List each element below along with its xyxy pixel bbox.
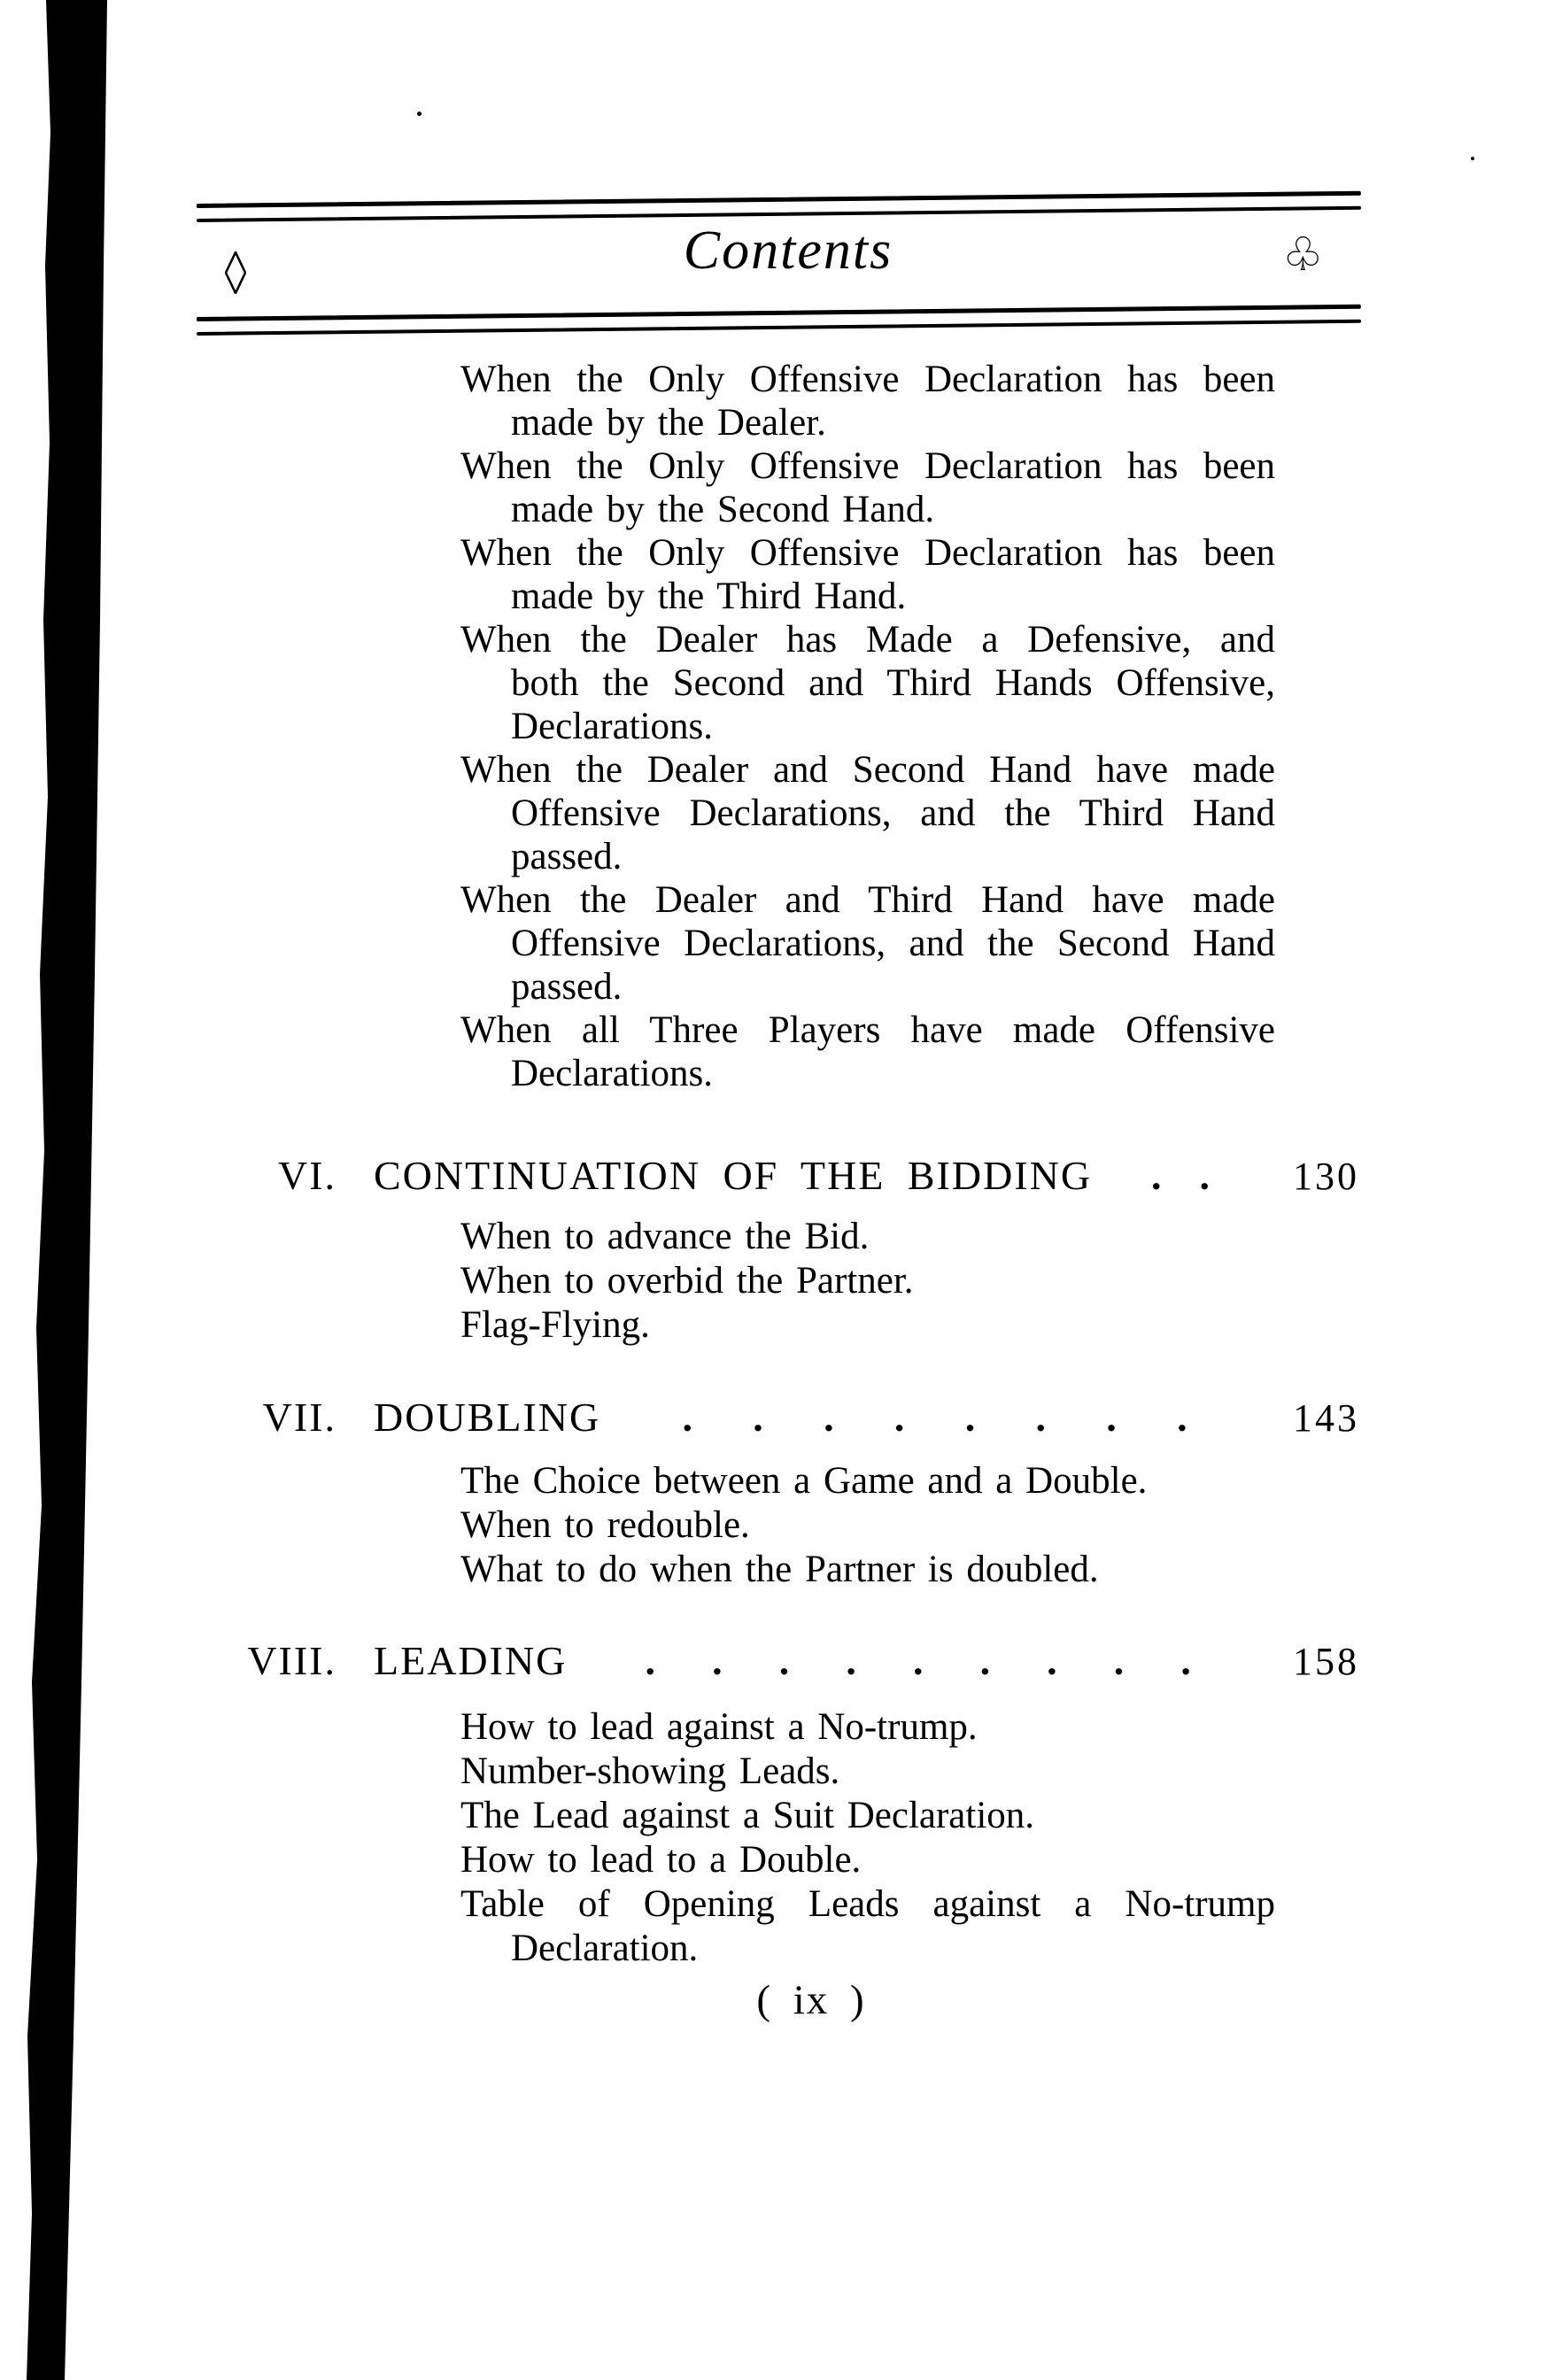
toc-line: passed.	[511, 966, 623, 1008]
toc-line: Offensive Declarations, and the Third Hand	[511, 792, 1275, 834]
toc-line: When the Dealer has Made a Defensive, and	[460, 619, 1275, 661]
leader-dot: .	[778, 1638, 792, 1683]
toc-line: When the Only Offensive Declaration has been	[460, 445, 1275, 487]
dot-leader	[1092, 1151, 1271, 1201]
leader-dot: .	[1180, 1638, 1193, 1683]
toc-line: When the Only Offensive Declaration has been	[460, 532, 1275, 574]
toc-line: Number-showing Leads.	[460, 1750, 840, 1792]
toc-line: How to lead against a No-trump.	[460, 1706, 978, 1748]
chapter-heading-row	[204, 1151, 1359, 1202]
chapter-subentries	[460, 1215, 1275, 1348]
leader-dot: .	[1199, 1153, 1212, 1198]
toc-line: passed.	[511, 836, 623, 877]
diamond-suit-icon	[225, 251, 246, 298]
leader-dot: .	[1047, 1638, 1059, 1683]
chapter-numeral: VII.	[262, 1395, 336, 1440]
chapter-title: CONTINUATION OF THE BIDDING	[374, 1153, 1093, 1198]
chapter-subentries	[460, 1705, 1275, 1971]
toc-line: When the Only Offensive Declaration has been	[460, 359, 1275, 400]
leader-dot: .	[753, 1395, 765, 1440]
leader-dot: .	[893, 1395, 907, 1440]
toc-line: The Choice between a Game and a Double.	[460, 1460, 1148, 1502]
chapter-heading-row	[204, 1636, 1359, 1687]
rule-line	[197, 320, 1361, 336]
chapter-numeral: VI.	[277, 1153, 336, 1198]
chapter-page-number: 158	[1293, 1640, 1359, 1683]
toc-line: The Lead against a Suit Declaration.	[460, 1795, 1035, 1836]
toc-line: Declarations.	[511, 706, 714, 747]
toc-line: made by the Dealer.	[511, 402, 826, 444]
leader-dot: .	[1177, 1395, 1189, 1440]
leader-dot: .	[979, 1638, 993, 1683]
chapter-title: DOUBLING	[374, 1395, 601, 1440]
toc-line: made by the Third Hand.	[511, 576, 907, 617]
toc-line: When the Dealer and Second Hand have made	[460, 749, 1275, 791]
page-folio: ( ix )	[756, 1977, 866, 2023]
toc-line: When to overbid the Partner.	[460, 1260, 914, 1302]
toc-line: Declaration.	[511, 1928, 699, 1969]
chapter-title: LEADING	[374, 1638, 568, 1683]
leader-dot: .	[682, 1395, 694, 1440]
leader-dot: .	[1113, 1638, 1126, 1683]
leader-dot: .	[912, 1638, 925, 1683]
dot-leader	[567, 1636, 1271, 1686]
toc-line: Offensive Declarations, and the Second Hand	[511, 923, 1275, 964]
chapter-page-number: 143	[1293, 1396, 1359, 1440]
dot-leader	[600, 1393, 1271, 1442]
chapter-numeral: VIII.	[247, 1638, 336, 1683]
toc-line: When the Dealer and Third Hand have made	[460, 879, 1275, 921]
leader-dot: .	[824, 1395, 836, 1440]
chapter-heading-row	[204, 1393, 1359, 1443]
chapter-subentries	[460, 1459, 1275, 1592]
ink-speck	[417, 112, 422, 116]
toc-line: When to advance the Bid.	[460, 1216, 870, 1257]
leader-dot: .	[1151, 1153, 1164, 1198]
leader-dot: .	[1035, 1395, 1048, 1440]
toc-line: both the Second and Third Hands Offensive,	[511, 662, 1275, 704]
leader-dot: .	[964, 1395, 978, 1440]
club-suit-icon: ♧	[1282, 228, 1324, 282]
leader-dot: .	[712, 1638, 724, 1683]
toc-line: What to do when the Partner is doubled.	[460, 1549, 1099, 1590]
toc-line: made by the Second Hand.	[511, 489, 935, 530]
toc-intro-entries	[460, 358, 1275, 1095]
leader-dot: .	[846, 1638, 858, 1683]
page-title: Contents	[683, 220, 893, 281]
toc-line: When to redouble.	[460, 1504, 750, 1546]
header-bottom-double-rule	[197, 305, 1361, 336]
ink-speck	[1471, 157, 1474, 160]
rule-line	[197, 305, 1361, 321]
toc-line: When all Three Players have made Offensive	[460, 1009, 1275, 1051]
toc-line: Flag-Flying.	[460, 1304, 650, 1346]
toc-line: Table of Opening Leads against a No-trump	[460, 1883, 1275, 1925]
leader-dot: .	[1106, 1395, 1118, 1440]
rule-line	[197, 191, 1361, 208]
toc-line: How to lead to a Double.	[460, 1839, 862, 1881]
header-top-double-rule	[197, 191, 1361, 222]
chapter-page-number: 130	[1293, 1155, 1359, 1198]
toc-line: Declarations.	[511, 1053, 714, 1094]
leader-dot: .	[645, 1638, 658, 1683]
